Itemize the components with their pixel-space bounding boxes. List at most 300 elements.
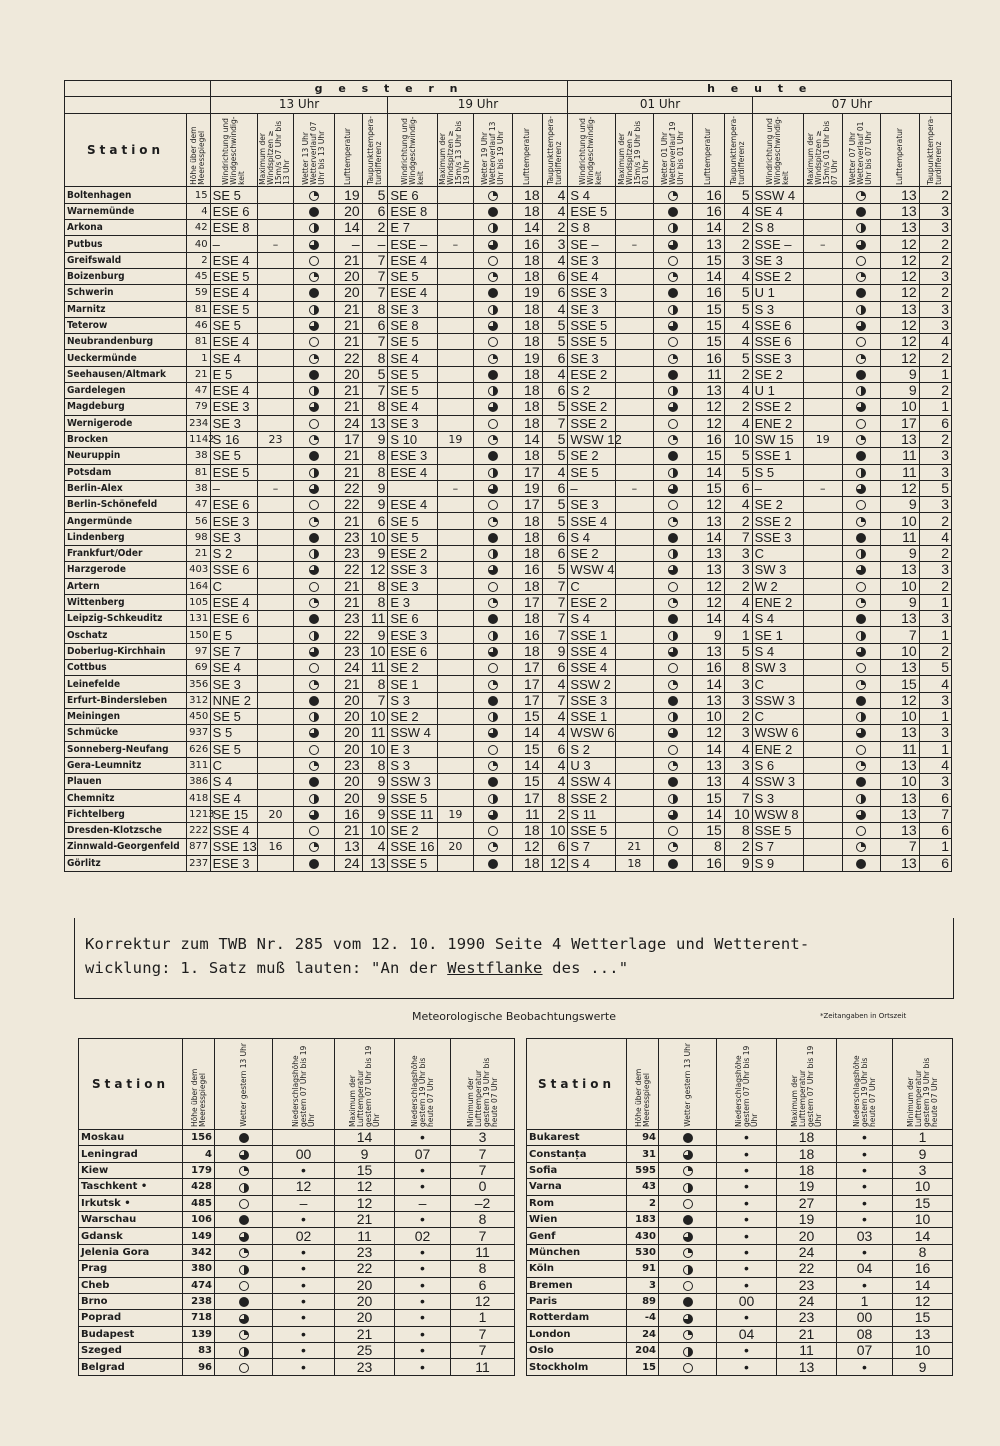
table-row <box>65 611 952 627</box>
weather-symbol-icon <box>668 598 678 608</box>
weather-01-icon <box>654 431 693 447</box>
temp-19: 18 <box>512 301 542 317</box>
table-row <box>65 268 952 284</box>
dewpoint-diff-07: 6 <box>919 790 951 806</box>
dewpoint-diff-19: 4 <box>542 708 568 724</box>
table-row <box>65 431 952 447</box>
weather-19-icon <box>474 855 513 871</box>
temp-01: 8 <box>692 839 724 855</box>
wind-01: SSE 1 <box>568 627 615 643</box>
dewpoint-diff-13: 9 <box>362 790 388 806</box>
precip-night: • <box>837 1179 893 1195</box>
station-height: 1142 <box>187 431 211 447</box>
dewpoint-diff-07: 3 <box>919 448 951 464</box>
header-max-temp: Maximum der Lufttemperatur gestern 07 Uhr bis 19 Uhr <box>347 1045 381 1127</box>
gust-13 <box>257 285 293 301</box>
max-temp: 24 <box>777 1244 837 1260</box>
table-row <box>527 1310 953 1326</box>
dewpoint-diff-13: 9 <box>362 431 388 447</box>
weather-symbol-icon <box>668 647 678 657</box>
gust-01 <box>615 708 654 724</box>
temp-13: 21 <box>334 399 362 415</box>
weather-01-icon <box>654 252 693 268</box>
gust-01 <box>615 187 654 203</box>
wind-07: SE 3 <box>752 252 803 268</box>
wind-13: SSE 4 <box>210 823 257 839</box>
table-row <box>65 448 952 464</box>
temp-01: 12 <box>692 415 724 431</box>
weather-19-icon <box>474 578 513 594</box>
dewpoint-diff-07: 3 <box>919 301 951 317</box>
gust-19 <box>437 660 473 676</box>
station-name: Putbus <box>65 236 187 252</box>
weather-01-icon <box>654 317 693 333</box>
dewpoint-diff-01: 3 <box>724 252 752 268</box>
max-temp: 24 <box>777 1293 837 1309</box>
temp-01: 13 <box>692 643 724 659</box>
weather-07-icon <box>842 529 881 545</box>
wind-19: SE 6 <box>388 611 437 627</box>
correction-note-underlined: Westflanke <box>447 959 543 977</box>
station-height: 24 <box>627 1326 659 1342</box>
station-height: 237 <box>187 855 211 871</box>
weather-symbol-icon <box>488 663 498 673</box>
weather-symbol-icon <box>239 1363 249 1373</box>
header-row-time <box>65 97 952 113</box>
temp-13: 21 <box>334 513 362 529</box>
gust-19: 19 <box>437 806 473 822</box>
temp-13: 13 <box>334 839 362 855</box>
gust-19 <box>437 334 473 350</box>
dewpoint-diff-01: 2 <box>724 220 752 236</box>
temp-01: 13 <box>692 562 724 578</box>
dewpoint-diff-13: 6 <box>362 513 388 529</box>
weather-icon <box>659 1326 717 1342</box>
dewpoint-diff-01: 2 <box>724 708 752 724</box>
wind-13: S 16 <box>210 431 257 447</box>
table-row <box>527 1359 953 1375</box>
wind-19: ESE 4 <box>388 285 437 301</box>
table-row <box>527 1277 953 1293</box>
weather-07-icon <box>842 806 881 822</box>
weather-symbol-icon <box>309 582 319 592</box>
weather-symbol-icon <box>683 1347 693 1357</box>
station-height: 149 <box>183 1228 215 1244</box>
wind-07: SW 3 <box>752 660 803 676</box>
table-row <box>79 1195 515 1211</box>
dewpoint-diff-07: 4 <box>919 529 951 545</box>
gust-01 <box>615 383 654 399</box>
gust-19 <box>437 676 473 692</box>
min-temp: –2 <box>451 1195 515 1211</box>
min-temp: 3 <box>451 1130 515 1146</box>
station-name: Cottbus <box>65 660 187 676</box>
temp-01: 13 <box>692 546 724 562</box>
station-name: Leinefelde <box>65 676 187 692</box>
station-height: 98 <box>187 529 211 545</box>
precip-day: • <box>273 1244 335 1260</box>
weather-07-icon <box>842 676 881 692</box>
precip-day: • <box>717 1146 777 1162</box>
gust-07: 19 <box>804 431 843 447</box>
weather-symbol-icon <box>309 419 319 429</box>
weather-01-icon <box>654 301 693 317</box>
weather-19-icon <box>474 692 513 708</box>
weather-symbol-icon <box>488 191 498 201</box>
weather-symbol-icon <box>668 533 678 543</box>
station-height: 79 <box>187 399 211 415</box>
weather-symbol-icon <box>239 1232 249 1242</box>
precip-night: 08 <box>837 1326 893 1342</box>
header-tau-13: Taupunkttempera-turdifferenz <box>366 115 384 185</box>
weather-symbol-icon <box>856 549 866 559</box>
header-tau-19: Taupunkttempera-turdifferenz <box>546 115 564 185</box>
gust-13 <box>257 823 293 839</box>
weather-symbol-icon <box>856 272 866 282</box>
temp-07: 12 <box>881 692 920 708</box>
wind-19: SE 3 <box>388 301 437 317</box>
weather-symbol-icon <box>309 288 319 298</box>
weather-symbol-icon <box>488 549 498 559</box>
dewpoint-diff-07: 6 <box>919 855 951 871</box>
gust-07 <box>804 464 843 480</box>
station-name: Plauen <box>65 774 187 790</box>
weather-01-icon <box>654 497 693 513</box>
weather-symbol-icon <box>668 354 678 364</box>
wind-07: S 4 <box>752 611 803 627</box>
station-name: Poprad <box>79 1310 183 1326</box>
weather-symbol-icon <box>856 240 866 250</box>
weather-symbol-icon <box>683 1199 693 1209</box>
temp-07: 9 <box>881 497 920 513</box>
min-temp: 12 <box>451 1293 515 1309</box>
weather-01-icon <box>654 806 693 822</box>
temp-19: 18 <box>512 203 542 219</box>
weather-symbol-icon <box>856 517 866 527</box>
wind-07: SW 15 <box>752 431 803 447</box>
gust-01 <box>615 790 654 806</box>
gust-07 <box>804 415 843 431</box>
weather-13-icon <box>294 774 335 790</box>
table-row <box>65 660 952 676</box>
dewpoint-diff-07: 1 <box>919 741 951 757</box>
temp-01: 14 <box>692 676 724 692</box>
station-height: 403 <box>187 562 211 578</box>
dewpoint-diff-07: 3 <box>919 774 951 790</box>
dewpoint-diff-07: 3 <box>919 692 951 708</box>
table-row <box>65 220 952 236</box>
min-temp: 9 <box>893 1359 953 1375</box>
wind-19: SE 5 <box>388 529 437 545</box>
wind-13: – <box>210 480 257 496</box>
dewpoint-diff-01: 4 <box>724 268 752 284</box>
weather-symbol-icon <box>309 337 319 347</box>
weather-01-icon <box>654 415 693 431</box>
wind-01: SE 3 <box>568 301 615 317</box>
temp-07: 12 <box>881 252 920 268</box>
temp-13: 20 <box>334 774 362 790</box>
temp-01: 15 <box>692 334 724 350</box>
wind-07: SW 3 <box>752 562 803 578</box>
header-tau-07: Taupunkttempera-turdifferenz <box>926 115 944 185</box>
temp-07: 10 <box>881 513 920 529</box>
max-temp: 25 <box>335 1343 395 1359</box>
weather-icon <box>659 1244 717 1260</box>
weather-symbol-icon <box>488 810 498 820</box>
table-row <box>65 383 952 399</box>
min-temp: 7 <box>451 1343 515 1359</box>
dewpoint-diff-19: 5 <box>542 448 568 464</box>
station-height: 21 <box>187 546 211 562</box>
table-row <box>65 415 952 431</box>
precip-day: 02 <box>273 1228 335 1244</box>
precip-night: 03 <box>837 1228 893 1244</box>
table-row <box>65 464 952 480</box>
station-name: Harzgerode <box>65 562 187 578</box>
station-name: Görlitz <box>65 855 187 871</box>
station-height: 183 <box>627 1211 659 1227</box>
temp-13: 20 <box>334 741 362 757</box>
dewpoint-diff-19: 6 <box>542 660 568 676</box>
temp-13: 20 <box>334 268 362 284</box>
dewpoint-diff-01: 6 <box>724 480 752 496</box>
station-name: Brno <box>79 1293 183 1309</box>
dewpoint-diff-07: 2 <box>919 187 951 203</box>
header-niederschlag-1: Niederschlagshöhe gestern 07 Uhr bis 19 Uhr <box>290 1045 316 1127</box>
wind-19: SE 5 <box>388 268 437 284</box>
gust-19 <box>437 546 473 562</box>
table-row <box>65 823 952 839</box>
temp-19: 18 <box>512 268 542 284</box>
wind-13: SE 7 <box>210 643 257 659</box>
temp-19: 19 <box>512 285 542 301</box>
table-row <box>79 1359 515 1375</box>
weather-icon <box>659 1261 717 1277</box>
dewpoint-diff-07: 3 <box>919 725 951 741</box>
dewpoint-diff-07: 3 <box>919 611 951 627</box>
max-temp: 9 <box>335 1146 395 1162</box>
weather-symbol-icon <box>239 1248 249 1258</box>
temp-13: 20 <box>334 285 362 301</box>
min-temp: 15 <box>893 1310 953 1326</box>
temp-13: 20 <box>334 692 362 708</box>
max-temp: 13 <box>777 1359 837 1375</box>
station-height: 81 <box>187 464 211 480</box>
precip-day: • <box>273 1293 335 1309</box>
gust-13 <box>257 383 293 399</box>
wind-01: S 7 <box>568 839 615 855</box>
gust-13 <box>257 790 293 806</box>
weather-19-icon <box>474 806 513 822</box>
weather-13-icon <box>294 252 335 268</box>
weather-19-icon <box>474 774 513 790</box>
station-height: 238 <box>183 1293 215 1309</box>
temp-13: 22 <box>334 350 362 366</box>
max-temp: 22 <box>335 1261 395 1277</box>
weather-07-icon <box>842 725 881 741</box>
gust-19 <box>437 725 473 741</box>
dewpoint-diff-19: 5 <box>542 317 568 333</box>
gust-13: – <box>257 480 293 496</box>
wind-07: SSE 2 <box>752 399 803 415</box>
wind-01: – <box>568 480 615 496</box>
station-name: Potsdam <box>65 464 187 480</box>
wind-19: SSE 5 <box>388 855 437 871</box>
weather-symbol-icon <box>239 1215 249 1225</box>
station-name: Leipzig-Schkeuditz <box>65 611 187 627</box>
weather-symbol-icon <box>488 533 498 543</box>
gust-01 <box>615 350 654 366</box>
weather-symbol-icon <box>488 517 498 527</box>
dewpoint-diff-13: 9 <box>362 480 388 496</box>
dewpoint-diff-01: 7 <box>724 529 752 545</box>
wind-13: SE 5 <box>210 741 257 757</box>
weather-symbol-icon <box>488 761 498 771</box>
precip-night: • <box>837 1162 893 1178</box>
dewpoint-diff-13: 5 <box>362 187 388 203</box>
weather-13-icon <box>294 497 335 513</box>
table-row <box>65 578 952 594</box>
dewpoint-diff-19: 5 <box>542 431 568 447</box>
station-name: Prag <box>79 1261 183 1277</box>
gust-13 <box>257 317 293 333</box>
dewpoint-diff-01: 3 <box>724 725 752 741</box>
min-temp: 10 <box>893 1211 953 1227</box>
temp-19: 17 <box>512 594 542 610</box>
temp-13: 20 <box>334 725 362 741</box>
station-height: -4 <box>627 1310 659 1326</box>
gust-07 <box>804 383 843 399</box>
max-temp: 21 <box>335 1326 395 1342</box>
gust-07 <box>804 268 843 284</box>
station-height: 4 <box>183 1146 215 1162</box>
weather-symbol-icon <box>309 777 319 787</box>
weather-01-icon <box>654 399 693 415</box>
gust-01 <box>615 725 654 741</box>
gust-19 <box>437 774 473 790</box>
weather-symbol-icon <box>309 517 319 527</box>
weather-symbol-icon <box>856 745 866 755</box>
dewpoint-diff-13: 10 <box>362 823 388 839</box>
header-max-13: Maximum der Windspitzen ≥ 15m/s 07 Uhr bis 13 Uhr <box>258 120 292 185</box>
dewpoint-diff-01: 3 <box>724 562 752 578</box>
wind-07: SSE 5 <box>752 823 803 839</box>
gust-19 <box>437 268 473 284</box>
weather-icon <box>659 1146 717 1162</box>
station-name: Neubrandenburg <box>65 334 187 350</box>
wind-07: U 1 <box>752 383 803 399</box>
station-height: 42 <box>187 220 211 236</box>
gust-01: – <box>615 236 654 252</box>
wind-01: ESE 5 <box>568 203 615 219</box>
header-niederschlag-2: Niederschlagshöhe gestern 19 Uhr bis heute 07 Uhr <box>409 1055 435 1127</box>
table-row <box>65 676 952 692</box>
wind-01: S 4 <box>568 187 615 203</box>
gust-13 <box>257 578 293 594</box>
station-name: Greifswald <box>65 252 187 268</box>
station-height: 139 <box>183 1326 215 1342</box>
header-max-temp: Maximum der Lufttemperatur gestern 07 Uhr bis 19 Uhr <box>789 1045 823 1127</box>
weather-icon <box>659 1130 717 1146</box>
dewpoint-diff-13: 9 <box>362 627 388 643</box>
weather-13-icon <box>294 366 335 382</box>
weather-symbol-icon <box>856 451 866 461</box>
weather-symbol-icon <box>668 402 678 412</box>
temp-01: 12 <box>692 725 724 741</box>
temp-01: 15 <box>692 301 724 317</box>
gust-01: 21 <box>615 839 654 855</box>
wind-13: ESE 5 <box>210 464 257 480</box>
dewpoint-diff-13: 7 <box>362 334 388 350</box>
gust-13 <box>257 692 293 708</box>
temp-13: 21 <box>334 578 362 594</box>
gust-07 <box>804 350 843 366</box>
weather-symbol-icon <box>488 435 498 445</box>
gust-07 <box>804 187 843 203</box>
weather-19-icon <box>474 676 513 692</box>
precip-night: • <box>395 1343 451 1359</box>
max-temp: 23 <box>335 1244 395 1260</box>
weather-symbol-icon <box>488 582 498 592</box>
weather-symbol-icon <box>668 370 678 380</box>
weather-symbol-icon <box>856 614 866 624</box>
station-height: 106 <box>183 1211 215 1227</box>
temp-07: 10 <box>881 708 920 724</box>
max-temp: 22 <box>777 1261 837 1277</box>
dewpoint-diff-19: 6 <box>542 480 568 496</box>
precip-night: 07 <box>395 1146 451 1162</box>
gust-01 <box>615 448 654 464</box>
weather-symbol-icon <box>239 1297 249 1307</box>
dewpoint-diff-01: 5 <box>724 285 752 301</box>
weather-19-icon <box>474 301 513 317</box>
wind-19: SSW 3 <box>388 774 437 790</box>
precip-night: • <box>395 1162 451 1178</box>
dewpoint-diff-07: 2 <box>919 578 951 594</box>
precip-day: • <box>717 1244 777 1260</box>
weather-symbol-icon <box>309 565 319 575</box>
header-wind-07: Windrichtung und Windgeschwindig-keit <box>764 116 790 185</box>
min-temp: 8 <box>893 1244 953 1260</box>
wind-13: ESE 6 <box>210 203 257 219</box>
dewpoint-diff-19: 6 <box>542 741 568 757</box>
dewpoint-diff-13: 5 <box>362 366 388 382</box>
weather-07-icon <box>842 708 881 724</box>
max-temp: 20 <box>335 1293 395 1309</box>
min-temp: 8 <box>451 1211 515 1227</box>
temp-13: 21 <box>334 448 362 464</box>
dewpoint-diff-13: 10 <box>362 529 388 545</box>
precip-day: • <box>717 1277 777 1293</box>
temp-01: 13 <box>692 774 724 790</box>
header-19uhr: 19 Uhr <box>388 97 568 113</box>
gust-07 <box>804 790 843 806</box>
wind-01: S 4 <box>568 611 615 627</box>
weather-symbol-icon <box>488 451 498 461</box>
wind-19: SSE 3 <box>388 562 437 578</box>
station-height: 450 <box>187 708 211 724</box>
weather-13-icon <box>294 464 335 480</box>
weather-13-icon <box>294 757 335 773</box>
station-name: London <box>527 1326 627 1342</box>
wind-01: ESE 2 <box>568 366 615 382</box>
weather-symbol-icon <box>856 728 866 738</box>
header-wetter: Wetter gestern 13 Uhr <box>238 1043 248 1127</box>
weather-symbol-icon <box>488 484 498 494</box>
wind-13: E 5 <box>210 627 257 643</box>
wind-13: ESE 3 <box>210 513 257 529</box>
weather-symbol-icon <box>668 435 678 445</box>
